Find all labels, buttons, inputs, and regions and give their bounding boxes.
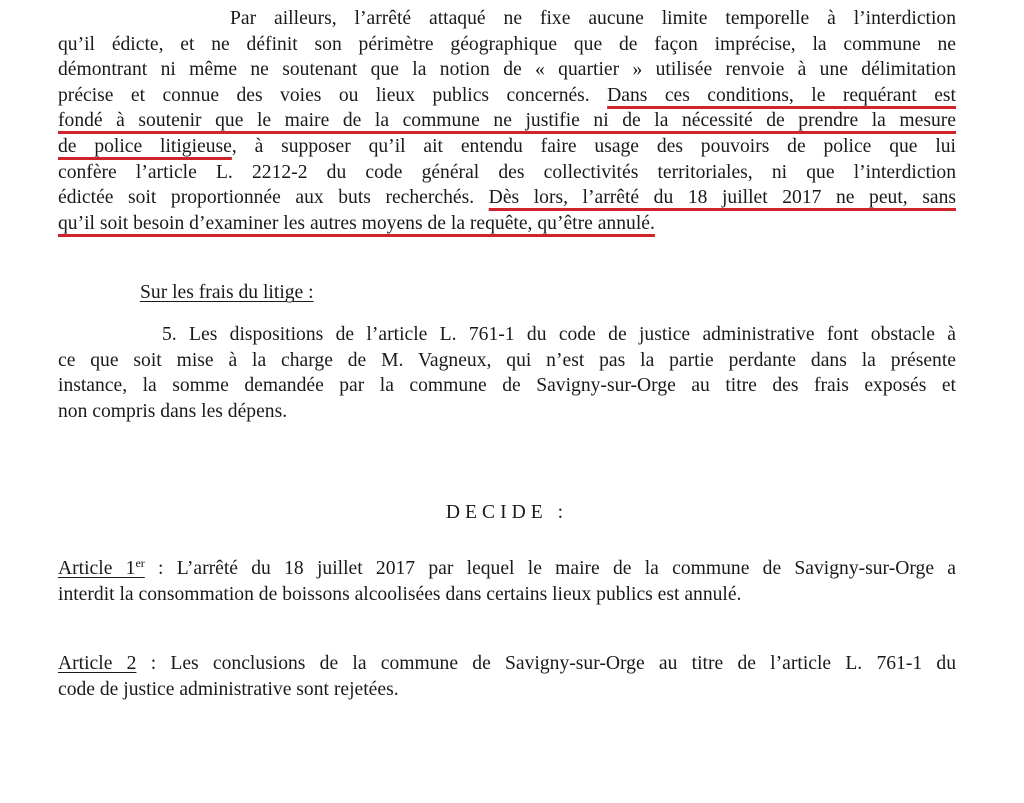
text-line [58, 651, 956, 677]
text-line: ce que soit mise à la charge de M. Vagneux, qui n’est pas la partie perdante dans la présente [58, 349, 956, 371]
article-label [58, 555, 145, 579]
highlighted-text: qu’il soit besoin d’examiner les autres moyens de la requête, qu’être annulé. [58, 212, 655, 234]
section-heading-text: Sur les frais du litige : [140, 282, 314, 304]
article-label-text: Article 1 [58, 557, 136, 579]
document-page [58, 6, 956, 702]
text-line: code de justice administrative sont rejetées. [58, 678, 399, 700]
text-line [58, 211, 956, 237]
text-line [58, 83, 956, 109]
text-fragment: précise et connue des voies ou lieux publics concernés. [58, 84, 608, 106]
text-line: non compris dans les dépens. [58, 400, 288, 422]
text-line [58, 185, 956, 211]
text-line: instance, la somme demandée par la commune de Savigny-sur-Orge au titre des frais exposés et [58, 375, 956, 397]
text-fragment: édictée soit proportionnée aux buts recherchés. [58, 187, 489, 209]
highlighted-text: de police litigieuse [58, 135, 232, 157]
highlighted-text: fondé à soutenir que le maire de la commune ne justifie ni de la nécessité de prendre la mesure [58, 110, 956, 132]
text-line [58, 108, 956, 134]
text-line: interdit la consommation de boissons alcoolisées dans certains lieux publics est annulé. [58, 583, 742, 605]
decision-heading: DECIDE : [445, 502, 569, 524]
text-line: confère l’article L. 2212-2 du code général des collectivités territoriales, ni que l’interdiction [58, 161, 956, 183]
article-label-superscript: er [135, 555, 145, 570]
paragraph-5 [58, 322, 956, 424]
article-label: Article 2 [58, 653, 137, 675]
text-fragment: : Les conclusions de la commune de Savigny-sur-Orge au titre de l’article L. 761-1 du [136, 653, 956, 675]
paragraph-4 [58, 6, 956, 236]
text-line [58, 134, 956, 160]
text-line: Par ailleurs, l’arrêté attaqué ne fixe aucune limite temporelle à l’interdiction [230, 8, 956, 29]
text-line [58, 556, 956, 582]
highlighted-text: Dans ces conditions, le requérant est [607, 84, 956, 106]
section-heading-costs [58, 280, 956, 306]
text-line: démontrant ni même ne soutenant que la notion de « quartier » utilisée renvoie à une délimitation [58, 59, 956, 81]
text-fragment: : L’arrêté du 18 juillet 2017 par lequel le maire de la commune de Savigny-sur-Orge a [144, 557, 956, 579]
text-line: 5. Les dispositions de l’article L. 761-1 du code de justice administrative font obstacle à [162, 323, 956, 345]
article-2 [58, 651, 956, 702]
text-fragment: , à supposer qu’il ait entendu faire usage des pouvoirs de police que lui [231, 135, 956, 157]
highlighted-text: Dès lors, l’arrêté du 18 juillet 2017 ne peut, sans [488, 187, 956, 209]
article-1 [58, 556, 956, 607]
text-line: qu’il édicte, et ne définit son périmètre géographique que de façon imprécise, la commune ne [58, 33, 956, 55]
